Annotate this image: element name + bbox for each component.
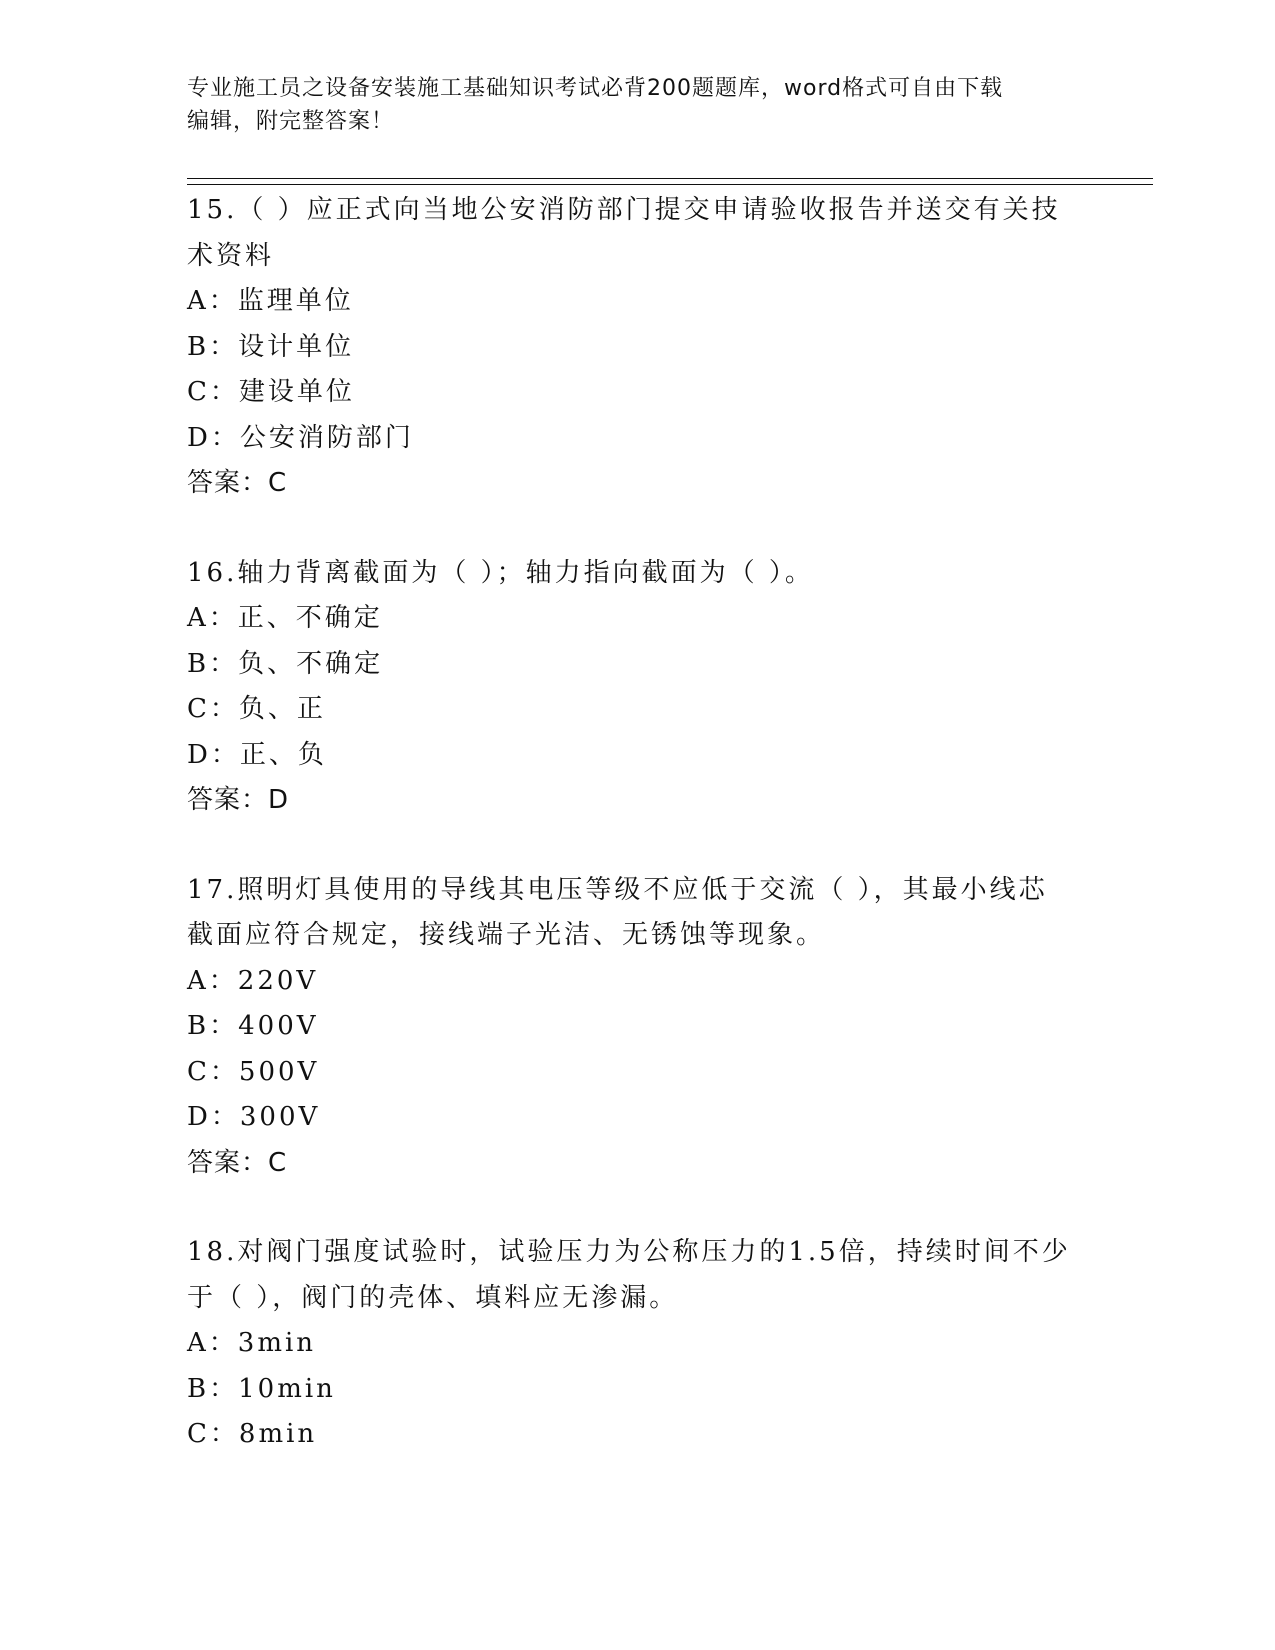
option-text: 300V	[239, 1102, 321, 1132]
option-text: 10min	[238, 1373, 336, 1404]
document-header	[187, 72, 1087, 138]
option-letter: C：	[187, 377, 239, 407]
option-letter: D：	[187, 422, 240, 453]
option-letter: A：	[187, 603, 238, 633]
header-divider-bottom	[187, 184, 1153, 185]
option-a	[187, 596, 1087, 642]
option-c	[187, 687, 1087, 733]
option-letter: C：	[187, 1056, 239, 1087]
option-letter: D：	[187, 1102, 240, 1132]
option-text: 建设单位	[238, 377, 355, 407]
option-letter: B：	[187, 331, 239, 362]
question-stem-line: 17.照明灯具使用的导线其电压等级不应低于交流（ ），其最小线芯	[187, 874, 1048, 905]
option-letter: A：	[187, 286, 238, 316]
option-letter: B：	[187, 648, 239, 679]
option-text: 正、负	[239, 739, 327, 770]
question-17	[187, 868, 1087, 1187]
option-text: 负、正	[238, 694, 326, 724]
question-stem-line: 15.（ ）应正式向当地公安消防部门提交申请验收报告并送交有关技	[187, 195, 1061, 225]
answer-line: 答案：C	[187, 1147, 288, 1178]
option-c	[187, 1412, 1087, 1458]
option-letter: A：	[187, 965, 238, 996]
option-text: 设计单位	[238, 331, 355, 362]
option-text: 正、不确定	[237, 603, 383, 633]
question-15	[187, 188, 1087, 507]
option-letter: B：	[187, 1011, 239, 1041]
question-stem-line: 于（ ），阀门的壳体、填料应无渗漏。	[187, 1282, 679, 1313]
option-b	[187, 325, 1087, 371]
option-text: 400V	[238, 1011, 319, 1041]
option-c	[187, 370, 1087, 416]
question-stem-line: 术资料	[187, 240, 275, 271]
question-18	[187, 1230, 1087, 1458]
option-text: 220V	[237, 965, 319, 996]
question-16	[187, 551, 1087, 824]
option-letter: C：	[187, 694, 239, 724]
header-divider-top	[187, 178, 1153, 179]
option-d	[187, 416, 1087, 462]
option-a	[187, 1321, 1087, 1367]
option-a	[187, 279, 1087, 325]
option-b	[187, 642, 1087, 688]
option-text: 500V	[238, 1056, 320, 1087]
header-title-line-2: 编辑，附完整答案！	[187, 109, 395, 134]
question-stem-line: 18.对阀门强度试验时，试验压力为公称压力的1.5倍，持续时间不少	[187, 1237, 1071, 1267]
option-text: 8min	[238, 1419, 318, 1449]
option-text: 3min	[237, 1328, 317, 1358]
answer-line: 答案：C	[187, 468, 288, 498]
option-letter: D：	[187, 739, 240, 770]
header-title-line-1: 专业施工员之设备安装施工基础知识考试必背200题题库，word格式可自由下载	[187, 76, 1004, 101]
answer-line: 答案：D	[187, 785, 290, 815]
option-letter: A：	[187, 1328, 238, 1358]
option-letter: B：	[187, 1373, 239, 1404]
question-stem-line: 16.轴力背离截面为（ ）；轴力指向截面为（ ）。	[187, 557, 814, 588]
option-b	[187, 1004, 1087, 1050]
option-a	[187, 959, 1087, 1005]
question-list	[187, 188, 1087, 1502]
option-c	[187, 1050, 1087, 1096]
option-d	[187, 1095, 1087, 1141]
option-text: 负、不确定	[238, 648, 384, 679]
option-text: 监理单位	[237, 286, 354, 316]
option-d	[187, 733, 1087, 779]
option-text: 公安消防部门	[239, 422, 414, 453]
option-b	[187, 1367, 1087, 1413]
option-letter: C：	[187, 1419, 239, 1449]
question-stem-line: 截面应符合规定，接线端子光洁、无锈蚀等现象。	[187, 920, 826, 950]
